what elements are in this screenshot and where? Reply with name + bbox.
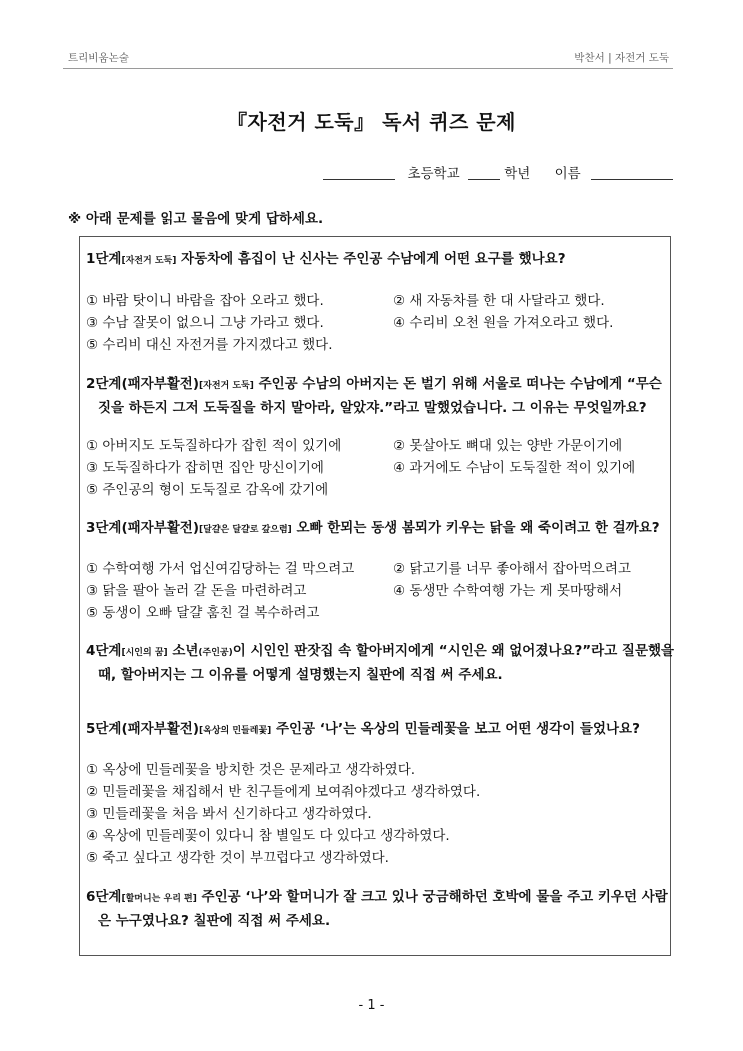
q2-option-4: ④ 과거에도 수남이 도둑질한 적이 있기에 [393,460,636,476]
question-5-stage: 5단계(패자부활전) [86,721,200,737]
question-1-text: 자동차에 흠집이 난 신사는 주인공 수남에게 어떤 요구를 했나요? [176,251,566,267]
question-6-tag: [할머니는 우리 편] [121,894,197,904]
question-2 [86,373,678,419]
q5-option-1: ① 옥상에 민들레꽃을 방치한 것은 문제라고 생각하였다. [86,762,416,778]
header-right-text: 박찬서 | 자전거 도둑 [574,52,669,64]
question-3 [86,517,666,541]
question-4-text-a: 소년 [167,643,199,659]
header-left-text: 트리비움논술 [68,52,129,64]
student-info-line [323,162,673,182]
grade-blank [468,165,500,180]
question-1-stage: 1단계 [86,251,122,267]
question-2-text: 주인공 수남의 아버지는 돈 벌기 위해 서울로 떠나는 수남에게 “무슨 짓을 하든지 그저 도둑질을 하지 말아라, 알았쟈.”라고 말했었습니다. 그 이유는 무엇일까요? [98,376,662,416]
question-1 [86,248,666,272]
question-2-tag: [자전거 도둑] [199,381,254,391]
name-blank [591,165,673,180]
grade-label: 학년 [504,166,531,182]
q1-option-5: ⑤ 수리비 대신 자전거를 가지겠다고 했다. [86,337,333,353]
q1-option-1: ① 바람 탓이니 바람을 잡아 오라고 했다. [86,293,324,309]
question-6-text: 주인공 ‘나’와 할머니가 잘 크고 있나 궁금해하던 호박에 물을 주고 키우던 사람은 누구였나요? 칠판에 직접 써 주세요. [98,889,668,929]
q5-option-5: ⑤ 죽고 싶다고 생각한 것이 부끄럽다고 생각하였다. [86,850,389,866]
q3-option-3: ③ 닭을 팔아 놀러 갈 돈을 마련하려고 [86,583,307,599]
question-4-text-b: 이 시인인 판잣집 속 할아버지에게 “시인은 왜 없어졌나요?”라고 질문했을 때, 할아버지는 그 이유를 어떻게 설명했는지 칠판에 직접 써 주세요. [98,643,675,683]
page-number: - 1 - [358,998,385,1013]
q1-option-3: ③ 수남 잘못이 없으니 그냥 가라고 했다. [86,315,324,331]
q2-option-3: ③ 도둑질하다가 잡히면 집안 망신이기에 [86,460,324,476]
q2-option-1: ① 아버지도 도둑질하다가 잡힌 적이 있기에 [86,438,342,454]
question-5-tag: [옥상의 민들레꽃] [199,726,272,736]
q3-option-1: ① 수학여행 가서 업신여김당하는 걸 막으려고 [86,561,355,577]
q5-option-4: ④ 옥상에 민들레꽃이 있다니 참 별일도 다 있다고 생각하였다. [86,828,450,844]
q3-option-2: ② 닭고기를 너무 좋아해서 잡아먹으려고 [393,561,631,577]
question-1-tag: [자전거 도둑] [121,256,177,266]
question-3-tag: [달걀은 달걀로 갚으렴] [199,525,292,535]
name-label: 이름 [554,166,581,182]
q5-option-3: ③ 민들레꽃을 처음 봐서 신기하다고 생각하였다. [86,806,372,822]
question-3-text: 오빠 한뫼는 동생 봄뫼가 키우는 닭을 왜 죽이려고 한 걸까요? [291,520,660,536]
question-4-tag2: (주인공) [198,648,233,658]
q2-option-5: ⑤ 주인공의 형이 도둑질로 감옥에 갔기에 [86,482,329,498]
question-6 [86,886,678,932]
question-5 [86,718,666,742]
page-title: 『자전거 도둑』 독서 퀴즈 문제 [227,110,516,134]
q3-option-4: ④ 동생만 수학여행 가는 게 못마땅해서 [393,583,623,599]
q3-option-5: ⑤ 동생이 오빠 달걀 훔친 걸 복수하려고 [86,605,320,621]
instruction-text: ※ 아래 문제를 읽고 물음에 맞게 답하세요. [68,211,324,227]
q1-option-4: ④ 수리비 오천 원을 가져오라고 했다. [393,315,614,331]
question-4 [86,640,678,686]
question-3-stage: 3단계(패자부활전) [86,520,200,536]
question-5-text: 주인공 ‘나’는 옥상의 민들레꽃을 보고 어떤 생각이 들었나요? [271,721,640,737]
school-blank [323,165,395,180]
question-2-stage: 2단계(패자부활전) [86,376,200,392]
q2-option-2: ② 못살아도 뼈대 있는 양반 가문이기에 [393,438,623,454]
question-4-stage: 4단계 [86,643,122,659]
question-4-tag: [시인의 꿈] [121,648,168,658]
question-6-stage: 6단계 [86,889,122,905]
school-label: 초등학교 [407,166,460,182]
q5-option-2: ② 민들레꽃을 채집해서 반 친구들에게 보여줘야겠다고 생각하였다. [86,784,481,800]
header-divider [63,68,673,69]
q1-option-2: ② 새 자동차를 한 대 사달라고 했다. [393,293,605,309]
